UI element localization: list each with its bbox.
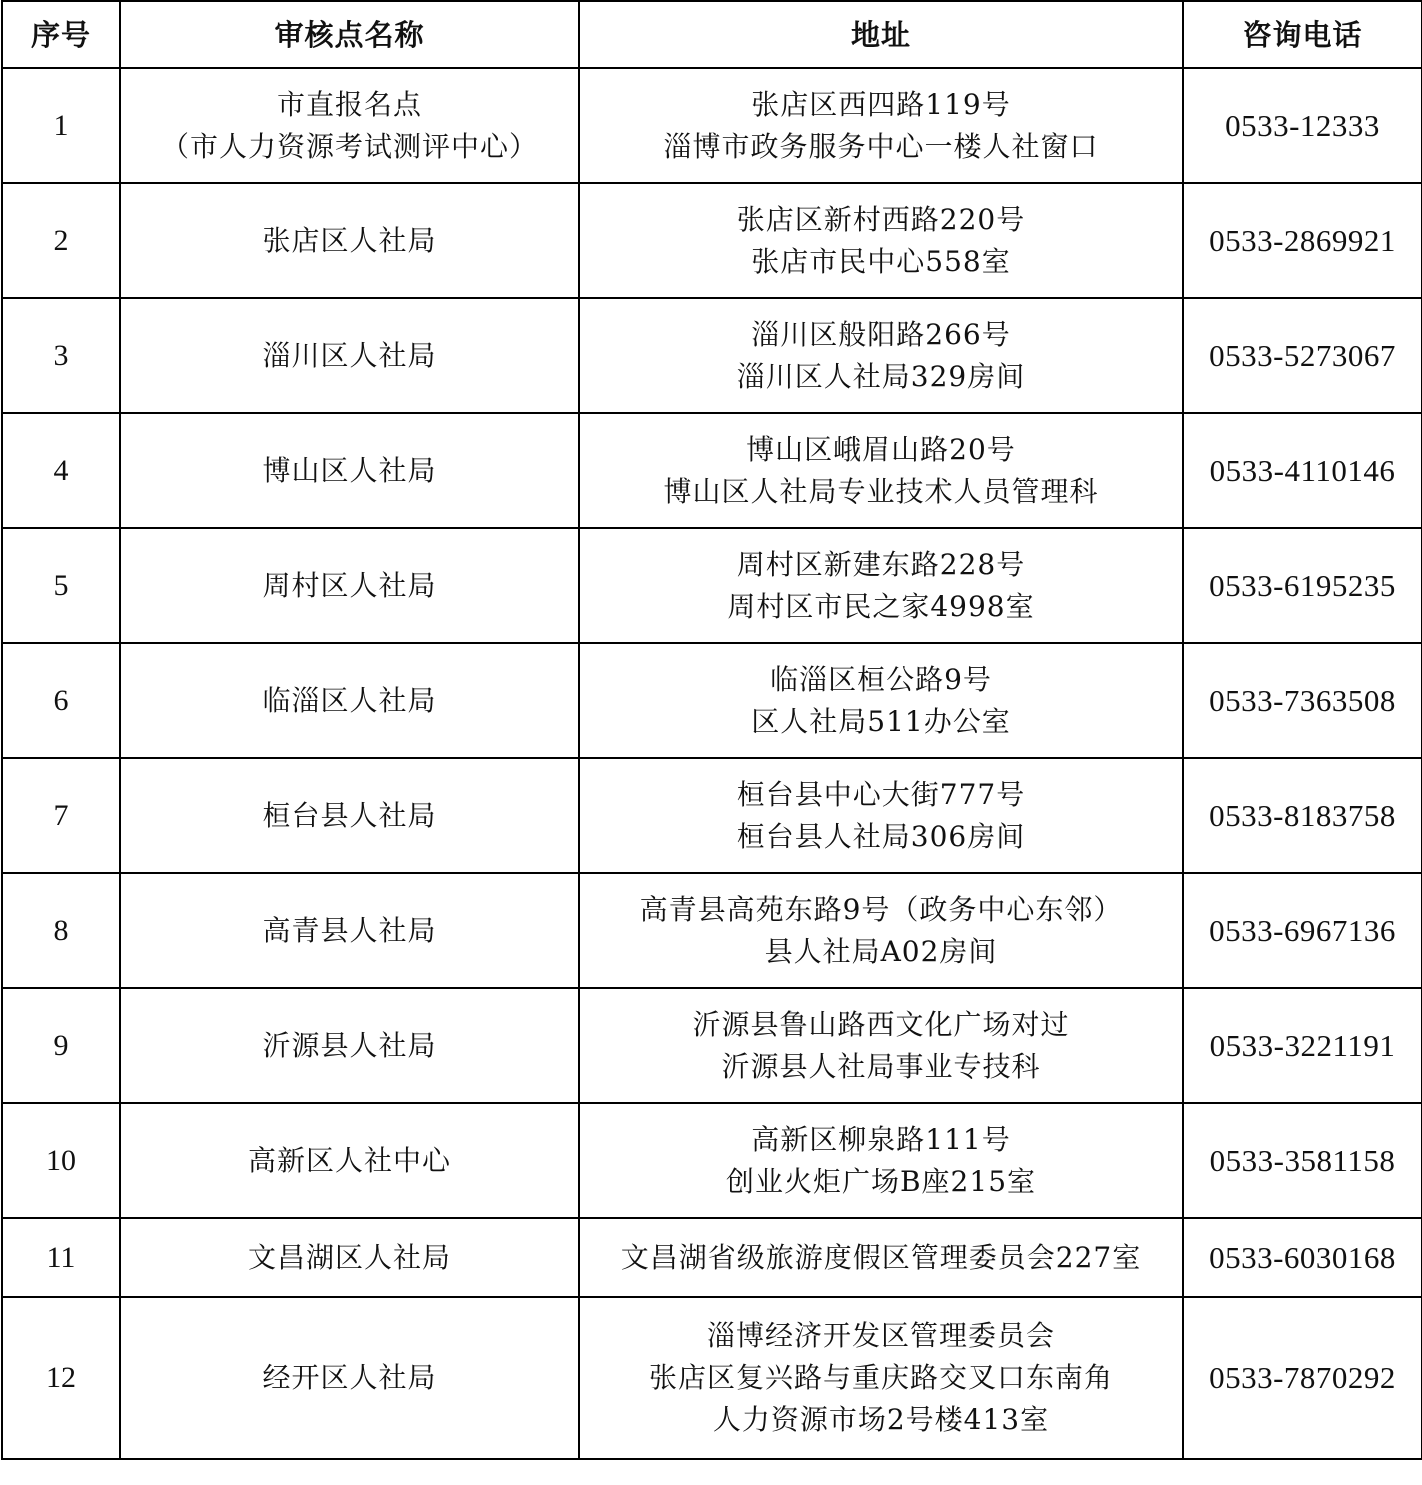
name-line: 高新区人社中心 bbox=[247, 1143, 451, 1177]
name-line: 周村区人社局 bbox=[262, 568, 437, 602]
header-phone: 咨询电话 bbox=[1183, 1, 1422, 68]
address-line: 周村区新建东路228号 bbox=[736, 547, 1026, 581]
name-line: 经开区人社局 bbox=[262, 1361, 437, 1394]
cell-review-point-name bbox=[120, 643, 579, 758]
cell-address bbox=[579, 528, 1183, 643]
name-line: 高青县人社局 bbox=[262, 913, 437, 947]
address-line: 淄川区人社局329房间 bbox=[736, 359, 1026, 393]
review-points-table bbox=[1, 0, 1422, 1460]
table-row bbox=[2, 758, 1422, 873]
cell-review-point-name bbox=[120, 1297, 579, 1459]
address-line: 沂源县鲁山路西文化广场对过 bbox=[692, 1007, 1070, 1041]
header-review-point-name: 审核点名称 bbox=[120, 1, 579, 68]
cell-phone: 0533-12333 bbox=[1183, 68, 1422, 183]
address-line: 人力资源市场2号楼413室 bbox=[712, 1403, 1050, 1436]
table-row bbox=[2, 1103, 1422, 1218]
cell-address bbox=[579, 1297, 1183, 1459]
table-row bbox=[2, 413, 1422, 528]
cell-phone: 0533-8183758 bbox=[1183, 758, 1422, 873]
table-body bbox=[2, 68, 1422, 1459]
cell-review-point-name bbox=[120, 873, 579, 988]
address-line: 博山区人社局专业技术人员管理科 bbox=[663, 474, 1099, 508]
address-line: 张店区复兴路与重庆路交叉口东南角 bbox=[648, 1361, 1113, 1394]
cell-serial-number: 10 bbox=[2, 1103, 120, 1218]
address-line: 沂源县人社局事业专技科 bbox=[721, 1049, 1041, 1083]
cell-address bbox=[579, 298, 1183, 413]
cell-serial-number: 6 bbox=[2, 643, 120, 758]
address-line: 创业火炬广场B座215室 bbox=[725, 1164, 1037, 1198]
name-line: 淄川区人社局 bbox=[262, 338, 437, 372]
cell-phone: 0533-7363508 bbox=[1183, 643, 1422, 758]
cell-review-point-name bbox=[120, 413, 579, 528]
address-line: 临淄区桓公路9号 bbox=[770, 662, 992, 696]
table-row bbox=[2, 988, 1422, 1103]
cell-address bbox=[579, 1103, 1183, 1218]
name-line: 市直报名点 bbox=[276, 87, 422, 121]
cell-address bbox=[579, 68, 1183, 183]
address-line: 高新区柳泉路111号 bbox=[751, 1122, 1011, 1156]
address-line: 张店区西四路119号 bbox=[751, 87, 1011, 121]
cell-serial-number: 12 bbox=[2, 1297, 120, 1459]
cell-phone: 0533-3221191 bbox=[1183, 988, 1422, 1103]
address-line: 桓台县中心大街777号 bbox=[736, 777, 1026, 811]
cell-serial-number: 8 bbox=[2, 873, 120, 988]
cell-serial-number: 11 bbox=[2, 1218, 120, 1297]
cell-serial-number: 5 bbox=[2, 528, 120, 643]
table-row bbox=[2, 68, 1422, 183]
cell-serial-number: 3 bbox=[2, 298, 120, 413]
address-line: 桓台县人社局306房间 bbox=[736, 819, 1026, 853]
cell-review-point-name bbox=[120, 528, 579, 643]
name-line: 文昌湖区人社局 bbox=[247, 1240, 451, 1274]
cell-address bbox=[579, 643, 1183, 758]
cell-address bbox=[579, 183, 1183, 298]
address-line: 县人社局A02房间 bbox=[764, 934, 998, 968]
address-line: 淄博经济开发区管理委员会 bbox=[706, 1319, 1055, 1352]
cell-review-point-name bbox=[120, 758, 579, 873]
cell-review-point-name bbox=[120, 183, 579, 298]
cell-review-point-name bbox=[120, 298, 579, 413]
table-row bbox=[2, 183, 1422, 298]
cell-address bbox=[579, 873, 1183, 988]
cell-address bbox=[579, 988, 1183, 1103]
name-line: 临淄区人社局 bbox=[262, 683, 437, 717]
cell-review-point-name bbox=[120, 1103, 579, 1218]
table-row bbox=[2, 528, 1422, 643]
cell-serial-number: 2 bbox=[2, 183, 120, 298]
name-line: 博山区人社局 bbox=[262, 453, 437, 487]
cell-review-point-name bbox=[120, 68, 579, 183]
table-row bbox=[2, 643, 1422, 758]
cell-review-point-name bbox=[120, 988, 579, 1103]
cell-phone: 0533-5273067 bbox=[1183, 298, 1422, 413]
cell-phone: 0533-2869921 bbox=[1183, 183, 1422, 298]
address-line: 张店市民中心558室 bbox=[751, 244, 1011, 278]
cell-serial-number: 7 bbox=[2, 758, 120, 873]
cell-address bbox=[579, 413, 1183, 528]
header-serial-number: 序号 bbox=[2, 1, 120, 68]
cell-phone: 0533-3581158 bbox=[1183, 1103, 1422, 1218]
table-row bbox=[2, 298, 1422, 413]
cell-serial-number: 4 bbox=[2, 413, 120, 528]
cell-serial-number: 9 bbox=[2, 988, 120, 1103]
cell-address bbox=[579, 758, 1183, 873]
cell-phone: 0533-6030168 bbox=[1183, 1218, 1422, 1297]
cell-phone: 0533-6195235 bbox=[1183, 528, 1422, 643]
table-row bbox=[2, 873, 1422, 988]
address-line: 区人社局511办公室 bbox=[751, 704, 1011, 738]
address-line: 文昌湖省级旅游度假区管理委员会227室 bbox=[620, 1240, 1142, 1274]
address-line: 张店区新村西路220号 bbox=[736, 202, 1026, 236]
name-line: 张店区人社局 bbox=[262, 223, 437, 257]
cell-serial-number: 1 bbox=[2, 68, 120, 183]
table-header-row bbox=[2, 1, 1422, 68]
table-row bbox=[2, 1218, 1422, 1297]
address-line: 淄川区般阳路266号 bbox=[751, 317, 1011, 351]
name-line: 桓台县人社局 bbox=[262, 798, 437, 832]
cell-phone: 0533-7870292 bbox=[1183, 1297, 1422, 1459]
cell-address bbox=[579, 1218, 1183, 1297]
name-line: （市人力资源考试测评中心） bbox=[160, 129, 538, 163]
header-address: 地址 bbox=[579, 1, 1183, 68]
name-line: 沂源县人社局 bbox=[262, 1028, 437, 1062]
address-line: 淄博市政务服务中心一楼人社窗口 bbox=[663, 129, 1099, 163]
table-row bbox=[2, 1297, 1422, 1459]
address-line: 高青县高苑东路9号（政务中心东邻） bbox=[639, 892, 1123, 926]
cell-review-point-name bbox=[120, 1218, 579, 1297]
cell-phone: 0533-6967136 bbox=[1183, 873, 1422, 988]
cell-phone: 0533-4110146 bbox=[1183, 413, 1422, 528]
address-line: 周村区市民之家4998室 bbox=[727, 589, 1035, 623]
address-line: 博山区峨眉山路20号 bbox=[746, 432, 1016, 466]
